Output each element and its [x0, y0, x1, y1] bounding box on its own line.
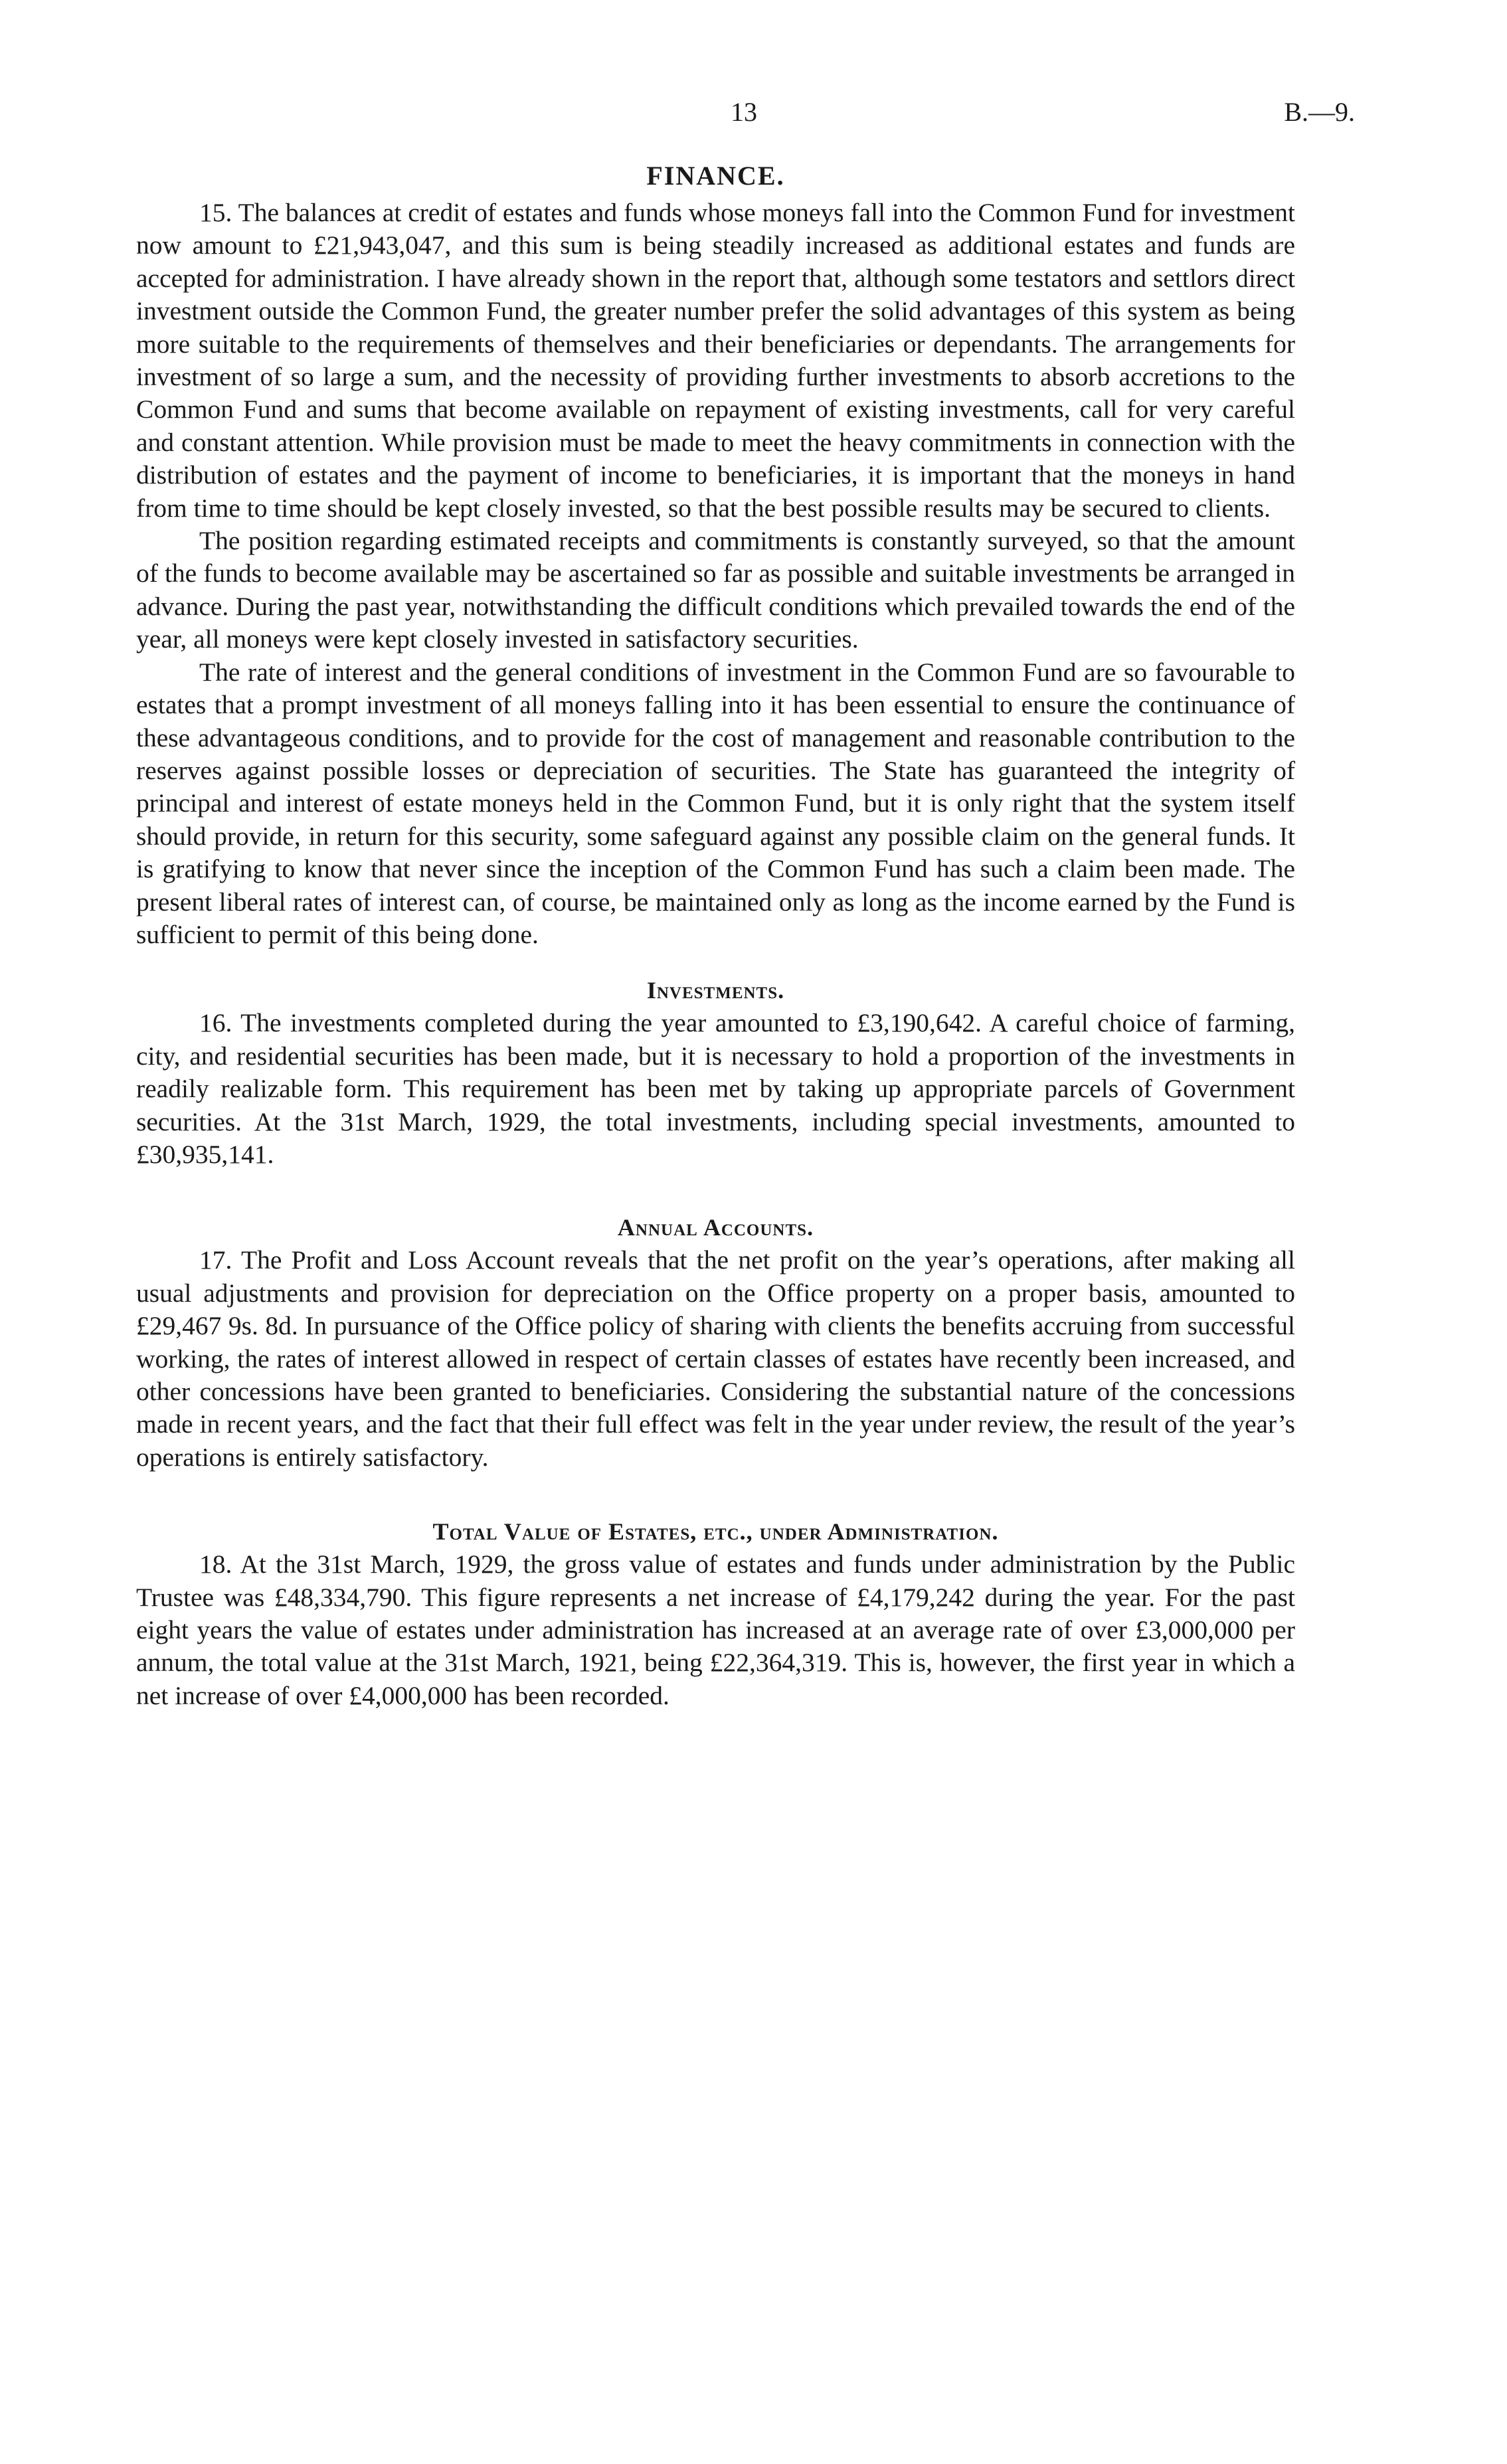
paragraph-17: 17. The Profit and Loss Account reveals that the net profit on the year’s operations, after making all usual adjustments and provision for depreciation on the Office property on a proper basis, amounted to £29,467 9s. 8d. In pursuance of the Office policy of sharing with clients the benefits accruing from successful working, the rates of interest allowed in respect of certain classes of estates have recently been increased, and other concessions have been granted to beneficiaries. Considering the substantial nature of the concessions made in recent years, and the fact that their full effect was felt in the year under review, the result of the year’s operations is entirely satisfactory.: [136, 1245, 1295, 1472]
paragraph-15-position: The position regarding estimated receipts and commitments is constantly surveyed, so that the amount of the funds to become available may be ascertained so far as possible and suitable investments be arranged in advance. During the past year, notwithstanding the difficult conditions which prevailed towards the end of the year, all moneys were kept closely invested in satisfactory securities.: [136, 526, 1295, 654]
section-investments: [136, 974, 1295, 1171]
section-heading-finance: FINANCE.: [646, 161, 785, 191]
section-heading-investments: Investments.: [646, 977, 785, 1004]
section-heading-total-value: Total Value of Estates, etc., under Administration.: [432, 1518, 999, 1545]
paragraph-15-rate: The rate of interest and the general conditions of investment in the Common Fund are so favourable to estates that a prompt investment of all moneys falling into it has been essential to ensure the continuance of these advantageous conditions, and to provide for the cost of management and reasonable contribution to the reserves against possible losses or depreciation of securities. The State has guaranteed the integrity of principal and interest of estate moneys held in the Common Fund, but it is only right that the system itself should provide, in return for this security, some safeguard against any possible claim on the general funds. It is gratifying to know that never since the inception of the Common Fund has such a claim been made. The present liberal rates of interest can, of course, be maintained only as long as the income earned by the Fund is sufficient to permit of this being done.: [136, 657, 1295, 949]
section-heading-annual-accounts: Annual Accounts.: [617, 1214, 814, 1241]
paragraph-15: 15. The balances at credit of estates and funds whose moneys fall into the Common Fund for investment now amount to £21,943,047, and this sum is being steadily increased as additional estates and funds are accepted for administration. I have already shown in the report that, although some testators and settlors direct investment outside the Common Fund, the greater number prefer the solid advantages of this system as being more suitable to the requirements of themselves and their beneficiaries or dependants. The arrangements for investment of so large a sum, and the necessity of providing further investments to absorb accretions to the Common Fund and sums that become available on repayment of existing investments, call for very careful and constant attention. While provision must be made to meet the heavy commitments in connection with the distribution of estates and the payment of income to beneficiaries, it is important that the moneys in hand from time to time should be kept closely invested, so that the best possible results may be secured to clients.: [136, 198, 1295, 523]
paragraph-18: 18. At the 31st March, 1929, the gross value of estates and funds under administration by the Public Trustee was £48,334,790. This figure represents a net increase of £4,179,242 during the year. For the past eight years the value of estates under administration has increased at an average rate of over £3,000,000 per annum, the total value at the 31st March, 1921, being £22,364,319. This is, however, the first year in which a net increase of over £4,000,000 has been recorded.: [136, 1549, 1295, 1710]
page-number: 13: [731, 97, 757, 127]
section-finance: [136, 159, 1295, 951]
section-annual-accounts: [136, 1211, 1295, 1474]
section-total-value: [136, 1515, 1295, 1712]
paragraph-16: 16. The investments completed during the year amounted to £3,190,642. A careful choice of farming, city, and residential securities has been made, but it is necessary to hold a proportion of the investments in readily realizable form. This requirement has been met by taking up appropriate parcels of Government securities. At the 31st March, 1929, the total investments, including special investments, amounted to £30,935,141.: [136, 1008, 1295, 1169]
document-body: [136, 159, 1295, 1712]
document-reference: B.—9.: [1284, 97, 1355, 127]
